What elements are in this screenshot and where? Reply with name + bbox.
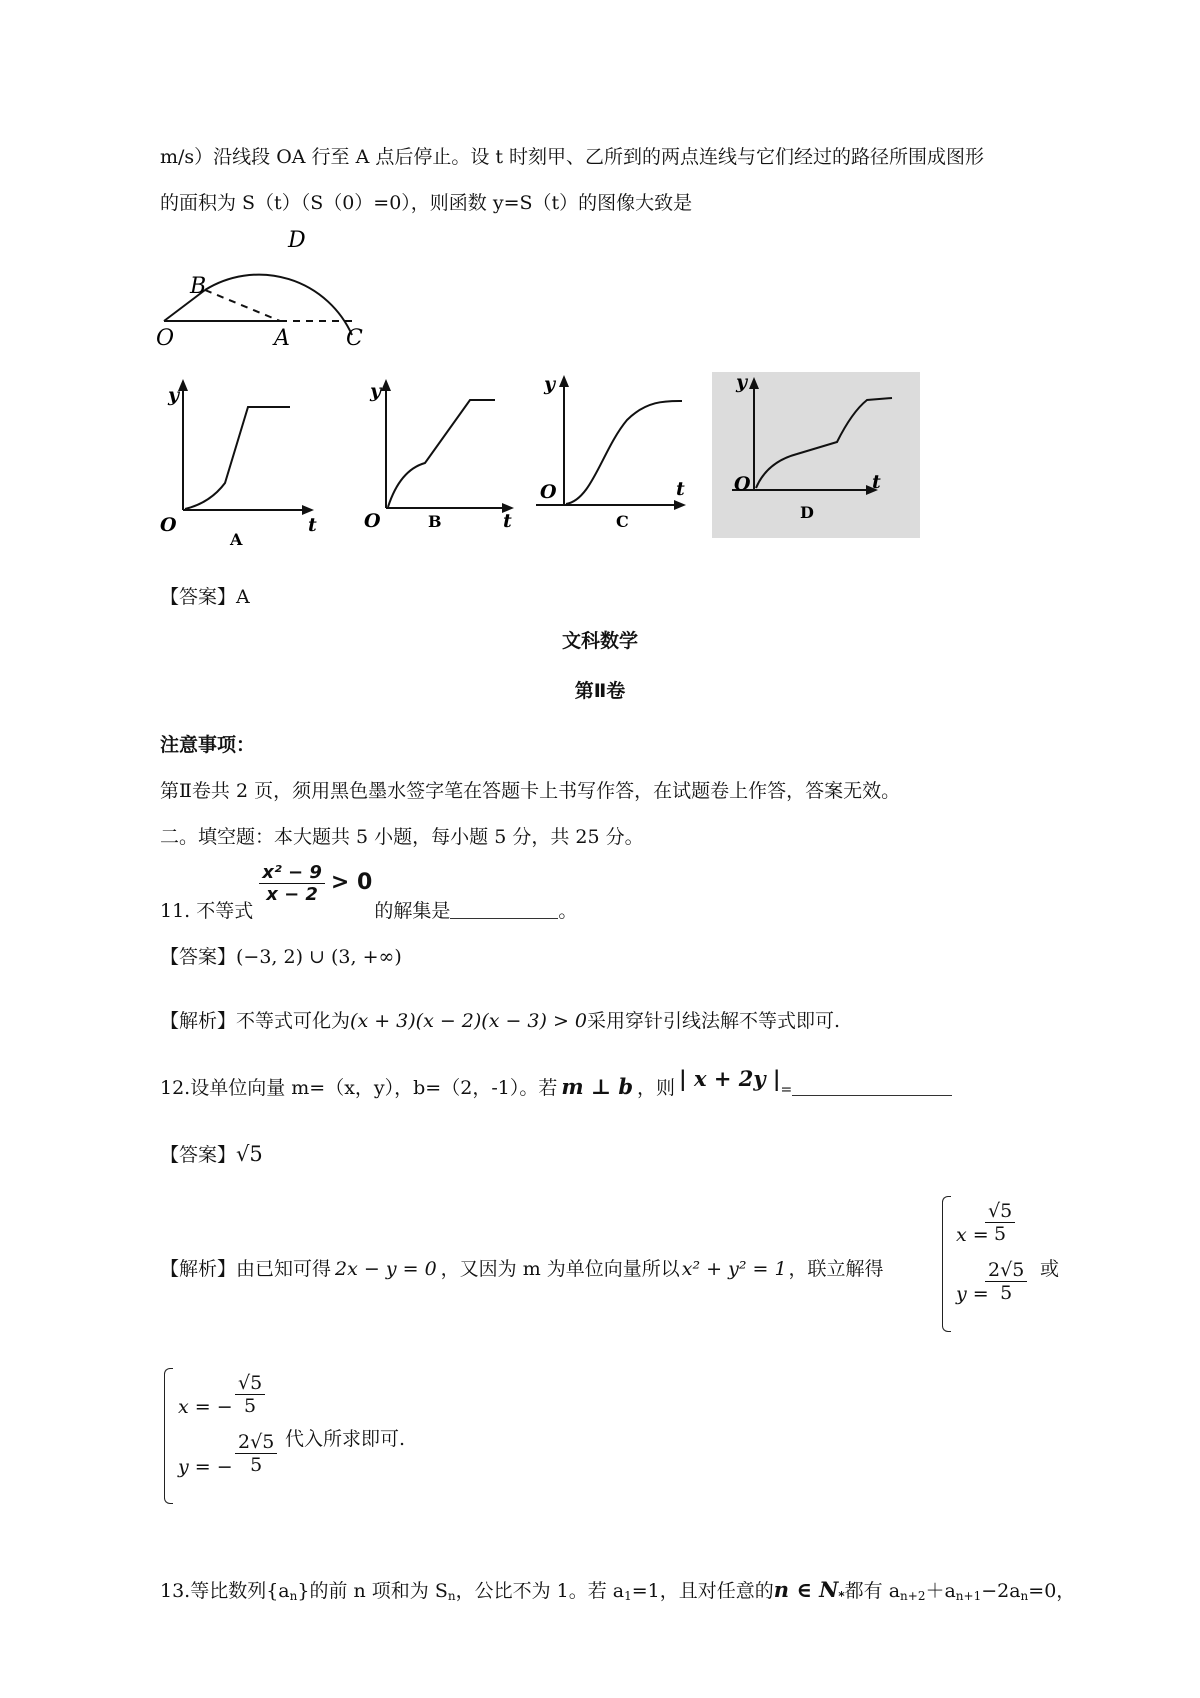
q13-sub-e: n+2 <box>900 1589 926 1603</box>
q13-n-in-N: n ∈ N <box>773 1577 839 1602</box>
q11-analysis-text-b: 采用穿针引线法解不等式即可. <box>587 1010 841 1032</box>
q13-sub-c: 1 <box>624 1589 632 1603</box>
graph-c-caption: C <box>616 512 629 531</box>
q13-text-c: ，公比不为 1。若 a <box>455 1580 625 1602</box>
graph-d-caption: D <box>800 503 814 522</box>
system-1-x-den: 5 <box>994 1223 1007 1245</box>
q11-suffix: 的解集是 <box>374 899 451 922</box>
graph-a-caption: A <box>230 530 243 549</box>
notice-text: 第Ⅱ卷共 2 页，须用黑色墨水签字笔在答题卡上书写作答，在试题卷上作答，答案无效。 <box>160 780 901 802</box>
q13-sub-a: n <box>289 1589 298 1603</box>
problem-text-line-2: 的面积为 S（t）（S（0）=0），则函数 y=S（t）的图像大致是 <box>160 192 693 214</box>
q13-n-sub: * <box>838 1589 845 1603</box>
graph-b-caption: B <box>428 512 442 531</box>
system-1-y-fraction <box>985 1259 1027 1304</box>
problem-10-answer: 【答案】A <box>160 586 250 608</box>
q11-analysis-label: 【解析】 <box>160 1010 237 1032</box>
geometry-figure <box>150 225 390 355</box>
section-title: 文科数学 <box>561 630 638 652</box>
system-2-x-den: 5 <box>244 1395 257 1417</box>
q12-answer <box>160 1140 263 1167</box>
system-2-y-den: 5 <box>250 1454 263 1476</box>
system-1-x-fraction <box>985 1200 1015 1245</box>
q12-analysis <box>160 1254 884 1281</box>
q12-answer-label: 【答案】 <box>160 1144 237 1166</box>
label-a: A <box>274 326 290 351</box>
q12-mid: ，则 <box>637 1077 676 1099</box>
part-two-heading: 二。填空题：本大题共 5 小题，每小题 5 分，共 25 分。 <box>160 826 644 848</box>
q13-text-d: =1，且对任意的 <box>631 1580 774 1602</box>
graph-b-t-label: t <box>503 510 512 532</box>
volume-title: 第Ⅱ卷 <box>574 680 626 702</box>
q11-numerator: x² − 9 <box>259 862 325 884</box>
q12-analysis-tail: 代入所求即可. <box>285 1428 406 1450</box>
question-11 <box>160 862 577 922</box>
q13-text-h: =0， <box>1028 1580 1076 1602</box>
system-2-y-fraction <box>235 1431 277 1476</box>
system-2-brace <box>164 1368 173 1504</box>
notice-title: 注意事项： <box>160 734 256 756</box>
q11-answer <box>160 942 402 969</box>
graph-a-origin-label: O <box>160 514 177 536</box>
system-2-x-fraction <box>235 1372 265 1417</box>
graph-c-t-label: t <box>676 478 685 500</box>
or-word: 或 <box>1040 1258 1060 1280</box>
graph-option-c <box>532 370 712 545</box>
q13-text-e: 都有 a <box>844 1580 901 1602</box>
q11-end: 。 <box>558 899 578 922</box>
system-1-y-lhs: y = <box>956 1283 989 1305</box>
q13-text-b: }的前 n 项和为 S <box>297 1580 448 1602</box>
system-2-x-lhs: x = − <box>178 1396 233 1418</box>
label-b: B <box>190 274 207 299</box>
graph-a-t-label: t <box>308 514 317 536</box>
q13-text-g: −2a <box>981 1580 1021 1602</box>
q11-denominator: x − 2 <box>266 884 318 905</box>
q12-abs-expression: | x + 2y | <box>679 1066 781 1091</box>
q13-sub-b: n <box>447 1589 456 1603</box>
q12-prefix: 12.设单位向量 m=（x，y），b=（2，-1）。若 <box>160 1077 558 1099</box>
q11-answer-value: (−3, 2) ∪ (3, +∞) <box>236 946 402 968</box>
system-1-y-den: 5 <box>1000 1282 1013 1304</box>
q11-analysis <box>160 1006 840 1033</box>
q12-answer-blank <box>792 1077 952 1096</box>
label-o: O <box>156 326 175 351</box>
graph-a-y-label: y <box>168 384 180 406</box>
label-c: C <box>346 326 363 351</box>
question-12 <box>160 1066 952 1100</box>
q11-answer-blank <box>450 900 558 919</box>
question-13 <box>160 1576 1075 1603</box>
graph-b-y-label: y <box>370 380 382 402</box>
graph-d-origin-label: O <box>734 473 751 495</box>
q13-text-a: 13.等比数列{a <box>160 1580 290 1602</box>
graph-option-b <box>350 375 530 550</box>
system-1-x-num: √5 <box>985 1200 1015 1223</box>
system-1-y-num: 2√5 <box>985 1259 1027 1282</box>
q13-sub-g: n <box>1020 1589 1029 1603</box>
system-1-x-lhs: x = <box>956 1224 989 1246</box>
dashed-ba <box>205 290 280 321</box>
problem-text-line-1: m/s）沿线段 OA 行至 A 点后停止。设 t 时刻甲、乙所到的两点连线与它们经过的路径所围成图形 <box>160 146 985 168</box>
system-2-y-num: 2√5 <box>235 1431 277 1454</box>
q11-answer-label: 【答案】 <box>160 946 237 968</box>
system-2-y-lhs: y = − <box>178 1456 233 1478</box>
q12-analysis-text-a: 由已知可得 <box>236 1258 332 1280</box>
q11-relation: > 0 <box>330 869 373 895</box>
q13-sub-f: n+1 <box>955 1589 982 1603</box>
q11-prefix: 11. 不等式 <box>160 899 254 922</box>
system-2-x-num: √5 <box>235 1372 265 1395</box>
q13-text-f: ＋a <box>925 1580 956 1602</box>
q12-equation-2: x² + y² = 1 <box>681 1258 787 1280</box>
q12-perpendicular: m ⊥ b <box>561 1074 634 1099</box>
q12-equation-1: 2x − y = 0 <box>335 1258 437 1280</box>
graph-d-y-label: y <box>736 372 748 393</box>
q12-analysis-text-b: ，又因为 m 为单位向量所以 <box>440 1258 680 1280</box>
q11-fraction <box>259 862 325 905</box>
graph-c-y-label: y <box>544 373 556 395</box>
graph-d-t-label: t <box>872 471 881 493</box>
q12-analysis-label: 【解析】 <box>160 1258 237 1280</box>
graph-option-d <box>712 372 920 538</box>
q12-answer-value: √5 <box>236 1142 263 1166</box>
graph-option-a <box>150 375 330 550</box>
label-d: D <box>288 228 306 253</box>
q12-equals: = <box>780 1082 793 1098</box>
q11-analysis-text-a: 不等式可化为 <box>236 1010 351 1032</box>
q11-analysis-math: (x + 3)(x − 2)(x − 3) > 0 <box>350 1010 588 1032</box>
graph-c-origin-label: O <box>540 481 557 503</box>
graph-b-origin-label: O <box>364 510 381 532</box>
q12-analysis-text-c: ，联立解得 <box>788 1258 884 1280</box>
system-1-brace <box>942 1196 951 1332</box>
